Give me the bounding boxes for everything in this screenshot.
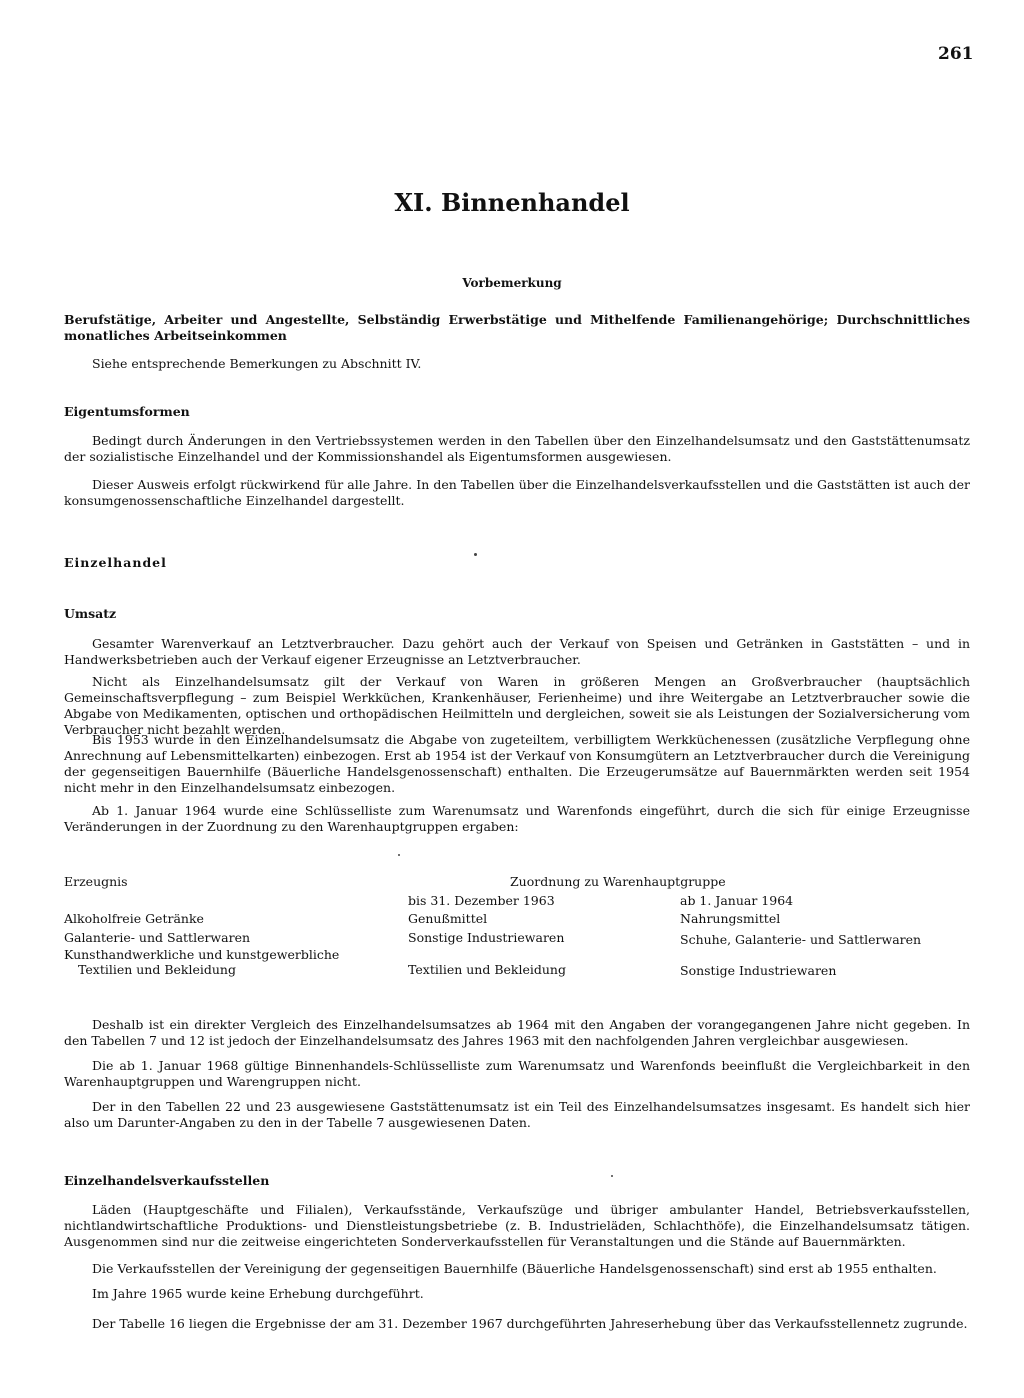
verkaufsstellen-paragraph-1: Läden (Hauptgeschäfte und Filialen), Verkaufsstände, Verkaufszüge und übriger ambulanter Handel, Betriebsverkaufsstellen, nichtlandwirtschaftliche Produktions- und Dienstleistungsbetriebe (z. B. Industrieläden, Schlachthöfe), die Einzelhandelsumsatz tätigen. Ausgenommen sind nur die zeitweise eingerichteten Sonderverkaufsstellen für Veranstaltungen und die Stände auf Bauernmärkten.	[64, 1202, 970, 1249]
einzelhandel-paragraph-2: Nicht als Einzelhandelsumsatz gilt der Verkauf von Waren in größeren Mengen an Großverbraucher (hauptsächlich Gemeinschaftsverpflegung – zum Beispiel Werkküchen, Krankenhäuser, Ferienheime) und ihre Weitergabe an Letztverbraucher sowie die Abgabe von Medikamenten, optischen und orthopädischen Heilmitteln und dergleichen, soweit sie als Leistungen der Sozialversicherung vom Verbraucher nicht bezahlt werden.	[64, 674, 970, 737]
table-cell-before: Sonstige Industriewaren	[408, 930, 565, 945]
verkaufsstellen-paragraph-2: Die Verkaufsstellen der Vereinigung der gegenseitigen Bauernhilfe (Bäuerliche Handelsgenossenschaft) sind erst ab 1955 enthalten.	[92, 1261, 937, 1276]
einzelhandel-paragraph-4: Ab 1. Januar 1964 wurde eine Schlüsselliste zum Warenumsatz und Warenfonds eingeführt, durch die sich für einige Erzeugnisse Veränderungen in der Zuordnung zu den Warenhauptgruppen ergaben:	[64, 803, 970, 834]
einzelhandel-paragraph-3: Bis 1953 wurde in den Einzelhandelsumsatz die Abgabe von zugeteiltem, verbilligtem Werkküchenessen (zusätzliche Verpflegung ohne Anrechnung auf Lebensmittelkarten) einbezogen. Erst ab 1954 ist der Verkauf von Konsumgütern an Letztverbraucher durch die Vereinigung der gegenseitigen Bauernhilfe (Bäuerliche Handelsgenossenschaft) enthalten. Die Erzeugerumsätze auf Bauernmärkten werden seit 1954 nicht mehr in den Einzelhandelsumsatz einbezogen.	[64, 732, 970, 795]
verkaufsstellen-paragraph-4: Der Tabelle 16 liegen die Ergebnisse der am 31. Dezember 1967 durchgeführten Jahreserhebung über das Verkaufsstellennetz zugrunde.	[92, 1316, 968, 1331]
page-number: 261	[938, 44, 974, 64]
table-cell-product: Galanterie- und Sattlerwaren	[64, 930, 251, 945]
einzelhandel-heading: Einzelhandel	[64, 555, 167, 570]
table-cell-after: Sonstige Industriewaren	[680, 963, 837, 978]
speck-mark	[611, 1175, 613, 1177]
table-header-before: bis 31. Dezember 1963	[408, 893, 555, 908]
table-header-group: Zuordnung zu Warenhauptgruppe	[510, 874, 726, 889]
table-cell-product: Kunsthandwerkliche und kunstgewerbliche	[64, 947, 340, 962]
speck-mark	[398, 854, 400, 856]
umsatz-heading: Umsatz	[64, 606, 117, 621]
table-cell-after: Schuhe, Galanterie- und Sattlerwaren	[680, 932, 922, 947]
verkaufsstellen-paragraph-3: Im Jahre 1965 wurde keine Erhebung durchgeführt.	[92, 1286, 424, 1301]
table-header-product: Erzeugnis	[64, 874, 128, 889]
speck-mark	[474, 553, 477, 556]
intro-text: Siehe entsprechende Bemerkungen zu Abschnitt IV.	[92, 356, 422, 371]
intro-heading: Berufstätige, Arbeiter und Angestellte, Selbständig Erwerbstätige und Mithelfende Familienangehörige; Durchschnittliches monatliches Arbeitseinkommen	[64, 312, 970, 343]
chapter-title: XI. Binnenhandel	[394, 188, 630, 217]
table-cell-after: Nahrungsmittel	[680, 911, 781, 926]
eigentumsformen-paragraph-2: Dieser Ausweis erfolgt rückwirkend für alle Jahre. In den Tabellen über die Einzelhandelsverkaufsstellen und die Gaststätten ist auch der konsumgenossenschaftliche Einzelhandel dargestellt.	[64, 477, 970, 508]
table-cell-product: Alkoholfreie Getränke	[64, 911, 204, 926]
after-table-paragraph-3: Der in den Tabellen 22 und 23 ausgewiesene Gaststättenumsatz ist ein Teil des Einzelhandelsumsatzes insgesamt. Es handelt sich hier also um Darunter-Angaben zu den in der Tabelle 7 ausgewiesenen Daten.	[64, 1099, 970, 1130]
after-table-paragraph-1: Deshalb ist ein direkter Vergleich des Einzelhandelsumsatzes ab 1964 mit den Angaben der vorangegangenen Jahre nicht gegeben. In den Tabellen 7 und 12 ist jedoch der Einzelhandelsumsatz des Jahres 1963 mit den nachfolgenden Jahren vergleichbar ausgewiesen.	[64, 1017, 970, 1048]
table-header-after: ab 1. Januar 1964	[680, 893, 794, 908]
table-cell-product-continued: Textilien und Bekleidung	[78, 962, 236, 977]
eigentumsformen-heading: Eigentumsformen	[64, 404, 190, 419]
eigentumsformen-paragraph-1: Bedingt durch Änderungen in den Vertriebssystemen werden in den Tabellen über den Einzelhandelsumsatz und den Gaststättenumsatz der sozialistische Einzelhandel und der Kommissionshandel als Eigentumsformen ausgewiesen.	[64, 433, 970, 464]
vorbemerkung-heading: Vorbemerkung	[462, 276, 562, 290]
table-cell-before: Genußmittel	[408, 911, 488, 926]
einzelhandel-paragraph-1: Gesamter Warenverkauf an Letztverbraucher. Dazu gehört auch der Verkauf von Speisen und Getränken in Gaststätten – und in Handwerksbetrieben auch der Verkauf eigener Erzeugnisse an Letztverbraucher.	[64, 636, 970, 667]
table-cell-before: Textilien und Bekleidung	[408, 962, 566, 977]
after-table-paragraph-2: Die ab 1. Januar 1968 gültige Binnenhandels-Schlüsselliste zum Warenumsatz und Warenfonds beeinflußt die Vergleichbarkeit in den Warenhauptgruppen und Warengruppen nicht.	[64, 1058, 970, 1089]
verkaufsstellen-heading: Einzelhandelsverkaufsstellen	[64, 1173, 270, 1188]
